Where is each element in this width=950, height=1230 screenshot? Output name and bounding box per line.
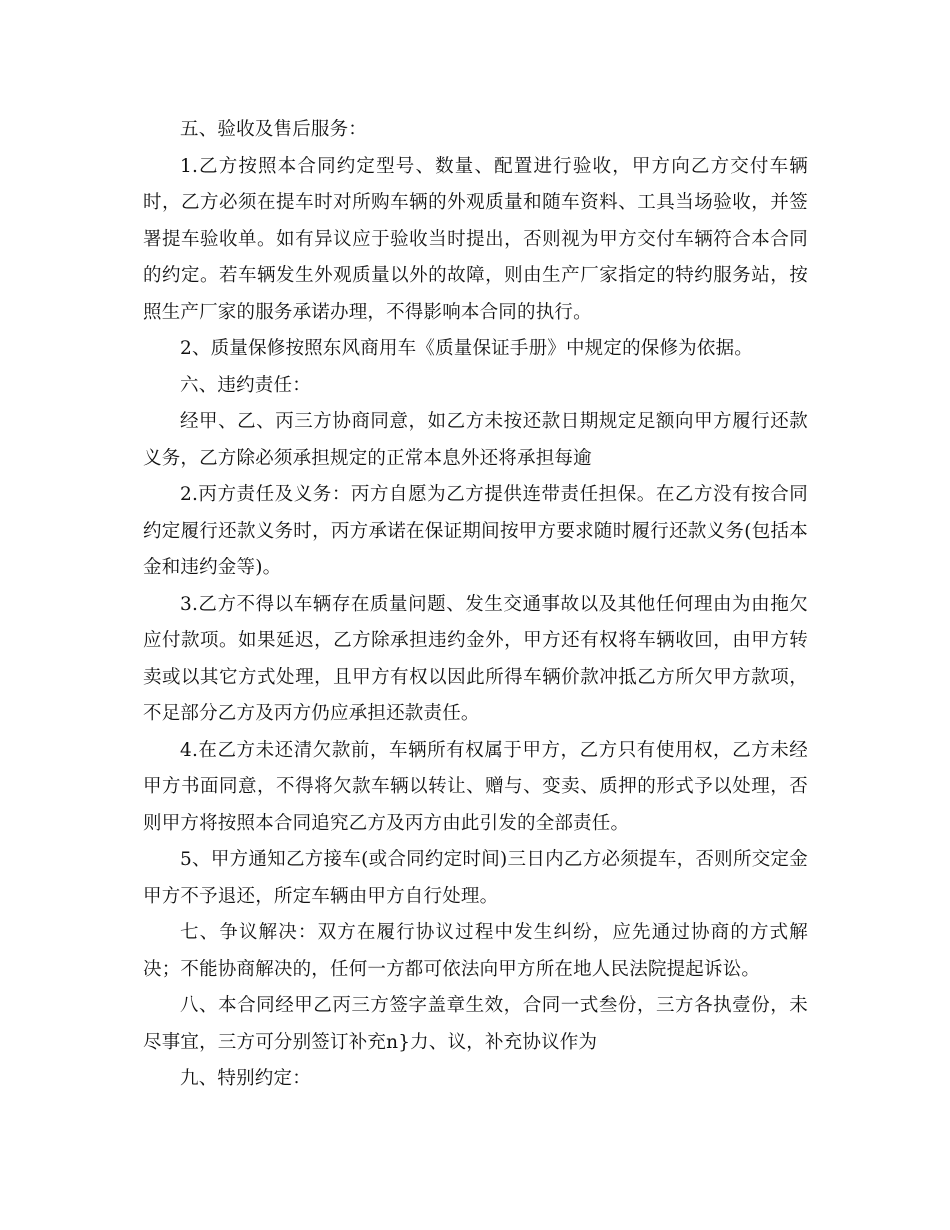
paragraph-ownership: 4.在乙方未还清欠款前，车辆所有权属于甲方，乙方只有使用权，乙方未经甲方书面同意，不得将欠款车辆以转让、赠与、变卖、质押的形式予以处理，否则甲方将按照本合同追究乙方及丙方由此引发的全部责任。 [143, 739, 808, 834]
section-8-effect: 八、本合同经甲乙丙三方签字盖章生效，合同一式叁份，三方各执壹份，未尽事宜，三方可分别签订补充n}力、议，补充协议作为 [143, 995, 808, 1053]
section-6-heading: 六、违约责任： [180, 374, 311, 396]
paragraph-acceptance: 1.乙方按照本合同约定型号、数量、配置进行验收，甲方向乙方交付车辆时，乙方必须在提车时对所购车辆的外观质量和随车资料、工具当场验收，并签署提车验收单。如有异议应于验收当时提出，否则视为甲方交付车辆符合本合同的约定。若车辆发生外观质量以外的故障，则由生产厂家指定的特约服务站，按照生产厂家的服务承诺办理，不得影响本合同的执行。 [143, 155, 808, 323]
paragraph-no-default: 3.乙方不得以车辆存在质量问题、发生交通事故以及其他任何理由为由拖欠应付款项。如果延迟，乙方除承担违约金外，甲方还有权将车辆收回，由甲方转卖或以其它方式处理，且甲方有权以因此所得车辆价款冲抵乙方所欠甲方款项，不足部分乙方及丙方仍应承担还款责任。 [143, 593, 808, 724]
section-5-heading: 五、验收及售后服务： [180, 119, 368, 140]
paragraph-pickup: 5、甲方通知乙方接车(或合同约定时间)三日内乙方必须提车，否则所交定金甲方不予退还，所定车辆由甲方自行处理。 [143, 849, 808, 907]
section-9-heading: 九、特别约定： [180, 1068, 311, 1089]
section-7-dispute: 七、争议解决：双方在履行协议过程中发生纠纷，应先通过协商的方式解决；不能协商解决的，任何一方都可依法向甲方所在地人民法院提起诉讼。 [143, 922, 808, 980]
document-body [143, 112, 808, 1098]
paragraph-breach: 经甲、乙、丙三方协商同意，如乙方未按还款日期规定足额向甲方履行还款义务，乙方除必须承担规定的正常本息外还将承担每逾 [143, 411, 808, 469]
paragraph-warranty: 2、质量保修按照东风商用车《质量保证手册》中规定的保修为依据。 [180, 338, 753, 359]
paragraph-guarantor: 2.丙方责任及义务：丙方自愿为乙方提供连带责任担保。在乙方没有按合同约定履行还款义务时，丙方承诺在保证期间按甲方要求随时履行还款义务(包括本金和违约金等)。 [143, 484, 808, 578]
